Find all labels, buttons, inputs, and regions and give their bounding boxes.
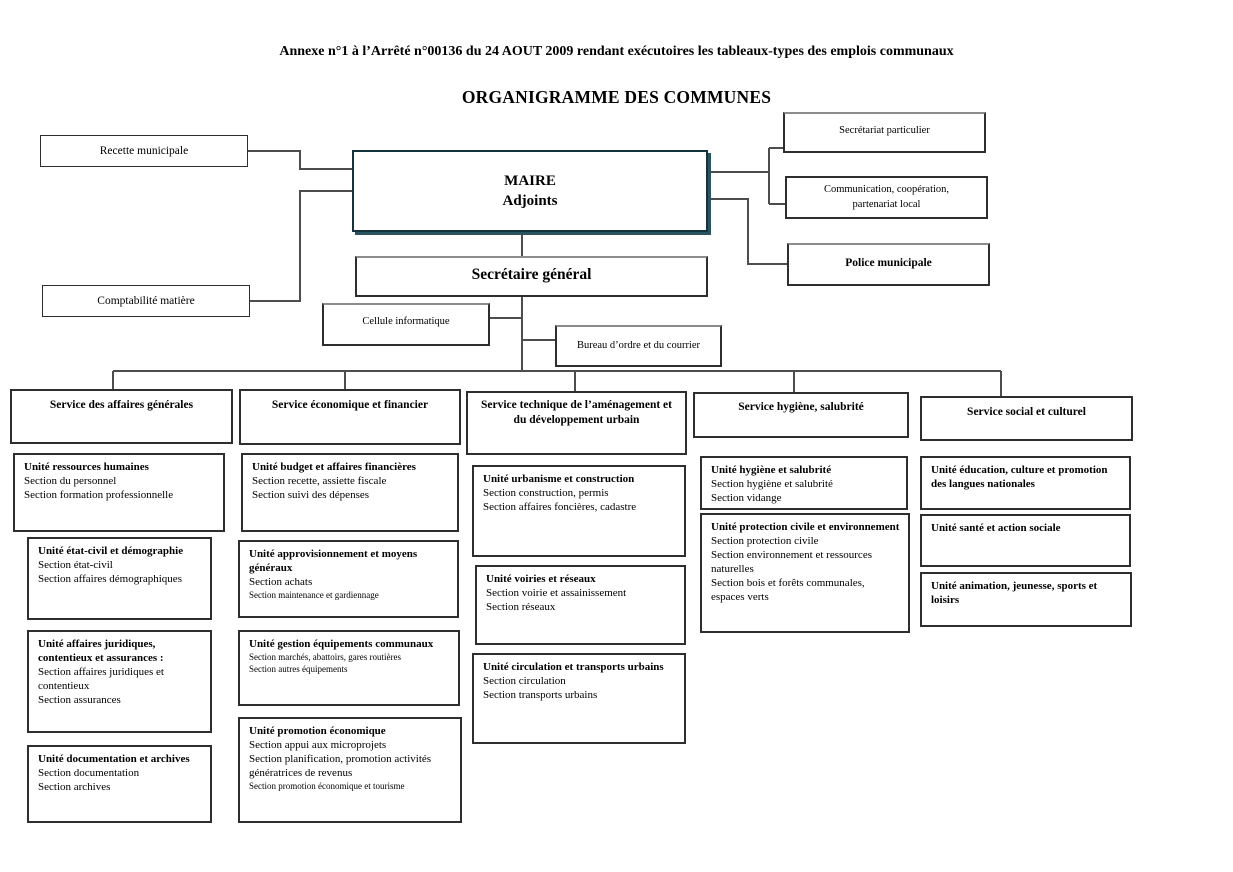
unit-urbanisme-box — [472, 465, 686, 557]
unit-title: Unité urbanisme et construction — [483, 473, 635, 485]
unit-section: Section maintenance et gardiennage — [249, 590, 379, 601]
unit-voiries-reseaux-box — [475, 565, 686, 645]
unit-circulation-transports-box — [472, 653, 686, 744]
unit-etat-civil-box — [27, 537, 212, 620]
unit-title: Unité ressources humaines — [24, 461, 149, 473]
unit-section: Section planification, promotion activités génératrices de revenus — [249, 753, 432, 780]
secretaire-general-label: Secrétaire général — [471, 266, 592, 283]
unit-title: Unité affaires juridiques, contentieux et assurances : — [38, 638, 164, 665]
annexe-title: Annexe n°1 à l’Arrêté n°00136 du 24 AOUT 2009 rendant exécutoires les tableaux-types des emplois communaux — [279, 44, 954, 59]
unit-section: Section appui aux microprojets — [249, 739, 387, 752]
recette-municipale-box — [40, 135, 248, 167]
cellule-informatique-box — [322, 303, 490, 346]
police-municipale-label: Police municipale — [845, 257, 932, 269]
unit-animation-jeunesse-box — [920, 572, 1132, 627]
unit-title: Unité budget et affaires financières — [252, 461, 416, 473]
unit-title: Unité éducation, culture et promotion des langues nationales — [931, 464, 1108, 491]
unit-ressources-humaines-box — [13, 453, 225, 532]
connector-maire-police — [708, 199, 787, 264]
unit-title: Unité animation, jeunesse, sports et loisirs — [931, 580, 1098, 607]
unit-approvisionnement-box — [238, 540, 459, 618]
unit-section: Section état-civil — [38, 559, 113, 572]
unit-section: Section autres équipements — [249, 664, 348, 675]
unit-section: Section achats — [249, 576, 313, 589]
cellule-informatique-label: Cellule informatique — [362, 316, 450, 327]
unit-title: Unité documentation et archives — [38, 753, 190, 765]
unit-promotion-economique-box — [238, 717, 462, 823]
service-label: Service des affaires générales — [49, 399, 194, 411]
unit-section: Section assurances — [38, 694, 121, 707]
service-label: Service économique et financier — [271, 399, 429, 411]
unit-section: Section recette, assiette fiscale — [252, 475, 387, 488]
service-affaires-generales-box — [10, 389, 233, 444]
comptabilite-matiere-label: Comptabilité matière — [97, 294, 195, 307]
unit-title: Unité protection civile et environnement — [711, 521, 900, 533]
unit-title: Unité santé et action sociale — [931, 522, 1061, 534]
adjoints-label: Adjoints — [502, 193, 558, 209]
unit-title: Unité approvisionnement et moyens généraux — [249, 548, 418, 575]
unit-title: Unité gestion équipements communaux — [249, 638, 434, 650]
maire-label: MAIRE — [504, 172, 556, 189]
unit-section: Section affaires juridiques et contentieux — [38, 666, 164, 693]
communication-label: Communication, coopération, partenariat local — [823, 184, 950, 210]
unit-affaires-juridiques-box — [27, 630, 212, 733]
service-label: Service technique de l’aménagement et du développement urbain — [481, 399, 672, 426]
unit-section: Section promotion économique et tourisme — [249, 781, 405, 792]
service-technique-box — [466, 391, 687, 455]
unit-section: Section construction, permis — [483, 487, 609, 500]
unit-section: Section archives — [38, 781, 111, 794]
unit-section: Section bois et forêts communales, espaces verts — [711, 577, 865, 604]
maire-box — [352, 150, 708, 232]
unit-documentation-archives-box — [27, 745, 212, 823]
unit-hygiene-salubrite-box — [700, 456, 908, 510]
unit-section: Section vidange — [711, 492, 782, 505]
unit-section: Section hygiène et salubrité — [711, 478, 833, 491]
communication-box — [785, 176, 988, 219]
secretariat-particulier-box — [783, 112, 986, 153]
service-hygiene-salubrite-box — [693, 392, 909, 438]
unit-section: Section affaires foncières, cadastre — [483, 501, 637, 514]
unit-title: Unité voiries et réseaux — [486, 573, 596, 585]
unit-section: Section transports urbains — [483, 689, 598, 702]
bureau-ordre-box — [555, 325, 722, 367]
unit-title: Unité état-civil et démographie — [38, 545, 184, 557]
unit-title: Unité circulation et transports urbains — [483, 661, 664, 673]
comptabilite-matiere-box — [42, 285, 250, 317]
secretariat-particulier-label: Secrétariat particulier — [839, 125, 930, 136]
unit-section: Section suivi des dépenses — [252, 489, 370, 502]
page-title: ORGANIGRAMME DES COMMUNES — [461, 87, 772, 107]
unit-section: Section formation professionnelle — [24, 489, 174, 502]
unit-section: Section du personnel — [24, 475, 117, 488]
connector-comptabilite-maire — [250, 191, 352, 301]
unit-sante-action-sociale-box — [920, 514, 1131, 567]
unit-section: Section affaires démographiques — [38, 573, 182, 586]
unit-section: Section réseaux — [486, 601, 556, 614]
connector-recette-maire — [248, 151, 352, 169]
unit-title: Unité hygiène et salubrité — [711, 464, 832, 476]
unit-section: Section documentation — [38, 767, 140, 780]
service-label: Service social et culturel — [967, 406, 1086, 418]
unit-budget-box — [241, 453, 459, 532]
police-municipale-box — [787, 243, 990, 286]
unit-education-culture-box — [920, 456, 1131, 510]
recette-municipale-label: Recette municipale — [99, 144, 189, 157]
unit-gestion-equipements-box — [238, 630, 460, 706]
service-label: Service hygiène, salubrité — [738, 401, 864, 413]
service-social-culturel-box — [920, 396, 1133, 441]
unit-section: Section protection civile — [711, 535, 819, 548]
unit-section: Section environnement et ressources naturelles — [711, 549, 872, 576]
unit-title: Unité promotion économique — [249, 725, 386, 737]
service-economique-financier-box — [239, 389, 461, 445]
unit-protection-civile-box — [700, 513, 910, 633]
unit-section: Section marchés, abattoirs, gares routières — [249, 652, 401, 663]
unit-section: Section voirie et assainissement — [486, 587, 627, 600]
secretaire-general-box — [355, 256, 708, 297]
bureau-ordre-label: Bureau d’ordre et du courrier — [576, 340, 701, 351]
unit-section: Section circulation — [483, 675, 566, 688]
